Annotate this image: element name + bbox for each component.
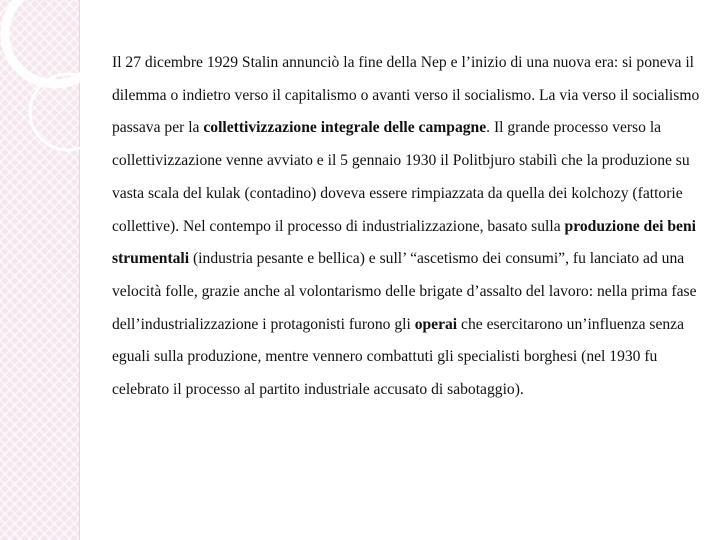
text-run: che esercitarono un’influenza senza eguali sulla produzione, mentre vennero combattuti gli specialisti borghesi (nel 1930 fu celebrato il processo al partito industriale accusato di sabotaggio).	[112, 315, 685, 399]
side-band-edge	[79, 0, 80, 540]
bold-text-run: produzione dei beni strumentali	[112, 217, 696, 268]
body-paragraph	[112, 47, 700, 407]
decorative-side-band	[0, 0, 79, 540]
bold-text-run: collettivizzazione integrale delle campagne	[203, 119, 487, 137]
text-run: Il 27 dicembre 1929 Stalin annunciò la fine della Nep e l’inizio di una nuova era: si poneva il dilemma o indietro verso il capitalismo o avanti verso il socialismo. La via verso il socialismo passava per la	[112, 54, 700, 137]
bold-text-run: operai	[414, 315, 458, 333]
text-run: (industria pesante e bellica) e sull’ “ascetismo dei consumi”, fu lanciato ad una velocità folle, grazie anche al volontarismo delle brigate d’assalto del lavoro: nella prima fase dell’industrializzazione i protagonisti furono gli	[112, 250, 697, 333]
text-run: . Il grande processo verso la collettivizzazione venne avviato e il 5 gennaio 1930 il Politbjuro stabilì che la produzione su vasta scala del kulak (contadino) doveva essere rimpiazzata da quella dei kolchozy (fattorie collettive). Nel contempo il processo di industrializzazione, basato sulla	[112, 119, 690, 235]
